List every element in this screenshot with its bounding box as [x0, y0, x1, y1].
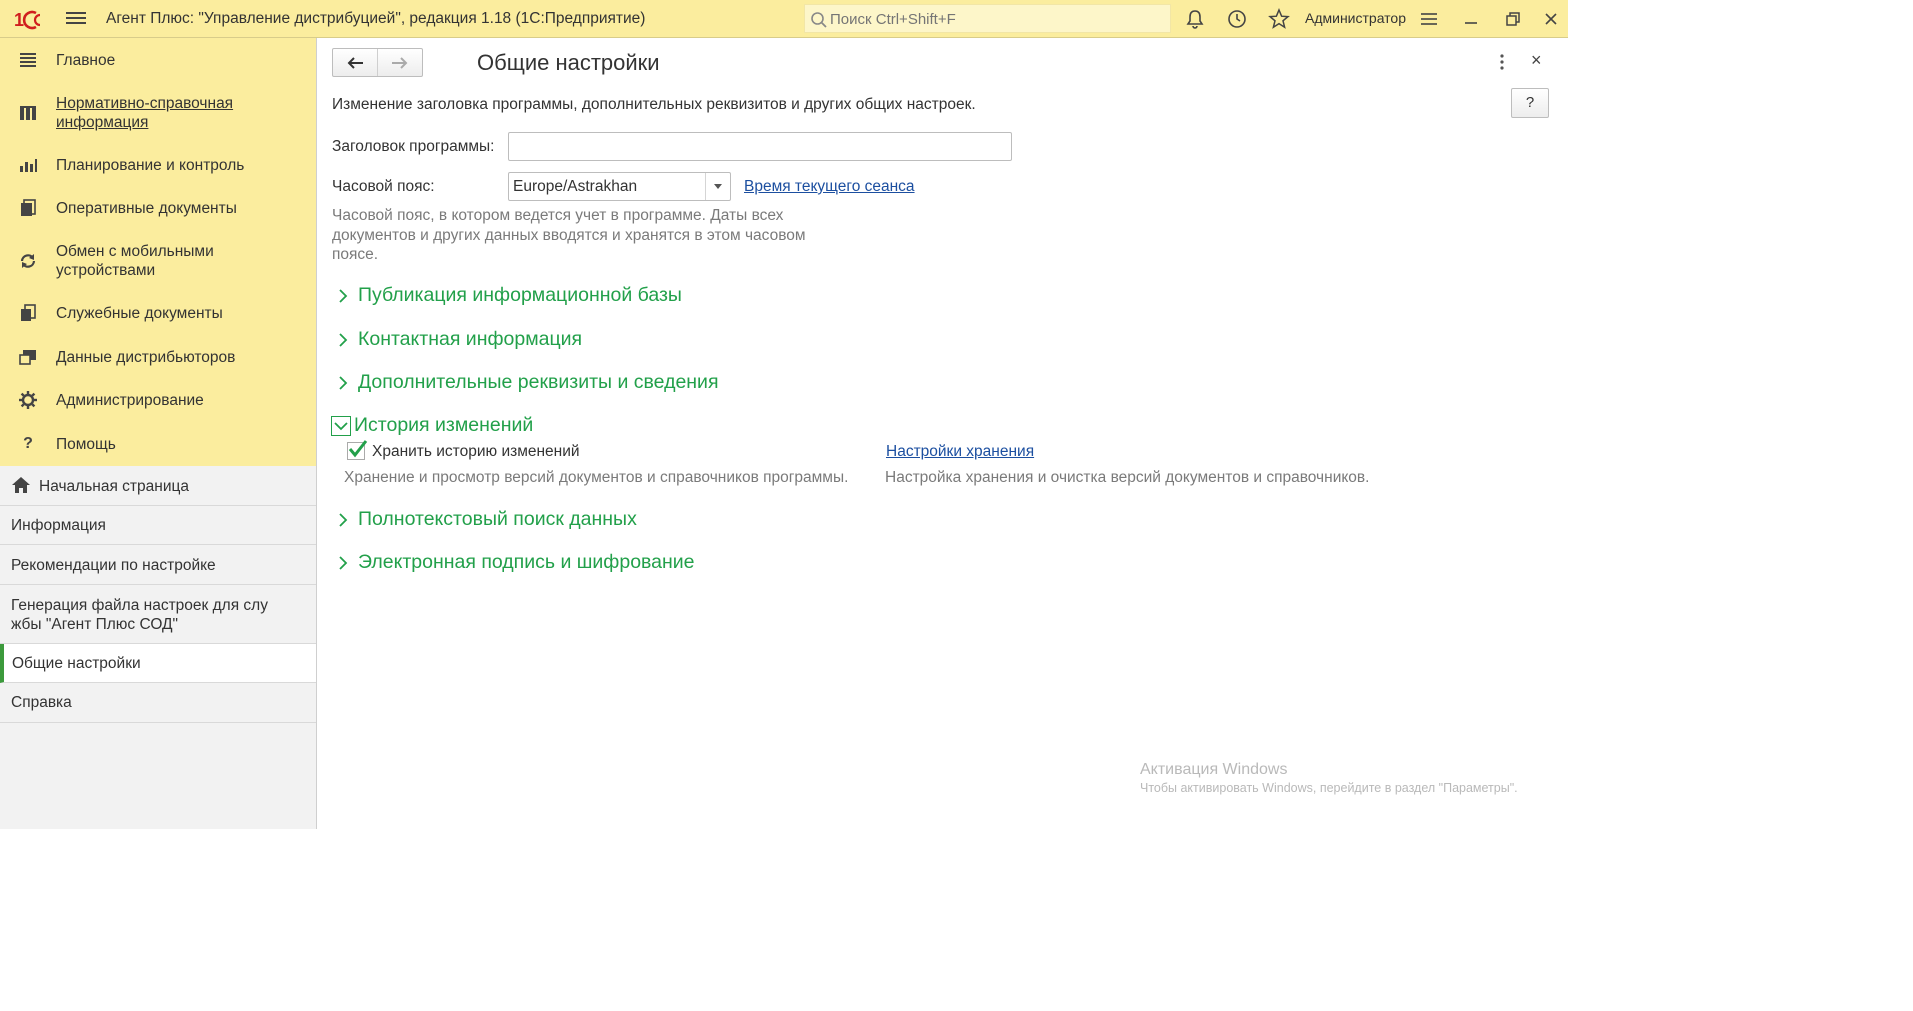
- group-title: Контактная информация: [358, 328, 583, 350]
- home-icon: [11, 476, 31, 494]
- group-additional-attributes[interactable]: [335, 371, 719, 394]
- group-title: Полнотекстовый поиск данных: [358, 508, 637, 530]
- back-button[interactable]: [333, 49, 378, 76]
- section-label: Нормативно-справочная информация: [56, 95, 234, 131]
- nav-label: Генерация файла настроек для слу жбы "Агент Плюс СОД": [11, 597, 268, 633]
- chevron-right-icon: [335, 555, 351, 571]
- chevron-right-icon: [335, 512, 351, 528]
- bell-icon[interactable]: [1184, 8, 1206, 30]
- arrow-right-icon: [391, 57, 409, 69]
- section-service-docs[interactable]: [0, 303, 316, 323]
- question-icon: ?: [23, 435, 33, 452]
- section-panel: [0, 38, 316, 466]
- section-label: Планирование и контроль: [56, 156, 245, 174]
- chart-icon: [18, 155, 38, 175]
- search-box[interactable]: [804, 4, 1171, 33]
- search-icon: [810, 11, 828, 29]
- group-fulltext-search[interactable]: [335, 508, 637, 531]
- group-title: Дополнительные реквизиты и сведения: [358, 371, 719, 393]
- group-title: Публикация информационной базы: [358, 284, 682, 306]
- storage-settings-link[interactable]: Настройки хранения: [886, 443, 1035, 460]
- chevron-right-icon: [335, 288, 351, 304]
- program-title-field[interactable]: [508, 132, 1012, 161]
- chevron-down-icon: [331, 416, 351, 436]
- keep-history-hint: Хранение и просмотр версий документов и справочников программы.: [344, 469, 849, 486]
- title-bar: [0, 0, 1568, 38]
- service-docs-icon: [18, 303, 38, 323]
- close-icon[interactable]: [1540, 8, 1562, 30]
- storage-settings-hint: Настройка хранения и очистка версий документов и справочников.: [885, 469, 1370, 486]
- section-label: Обмен с мобильными устройствами: [56, 243, 214, 279]
- section-operational-docs[interactable]: [0, 198, 316, 218]
- history-icon[interactable]: [1226, 8, 1248, 30]
- section-label: Помощь: [56, 435, 116, 453]
- nav-item-home[interactable]: [0, 466, 316, 506]
- checkmark-icon: [347, 438, 369, 460]
- keep-history-checkbox[interactable]: [347, 442, 365, 460]
- section-distributors[interactable]: [0, 347, 316, 367]
- group-title: История изменений: [354, 414, 534, 436]
- star-icon[interactable]: [1268, 8, 1290, 30]
- settings-list-icon[interactable]: [1418, 8, 1440, 30]
- form-area: [317, 38, 1568, 829]
- open-forms-list: [0, 466, 316, 723]
- timezone-value: Europe/Astrakhan: [513, 178, 638, 195]
- more-actions-icon[interactable]: [1497, 52, 1507, 72]
- section-label: Оперативные документы: [56, 199, 237, 217]
- section-mobile-exchange[interactable]: [0, 242, 316, 280]
- session-time-link[interactable]: Время текущего сеанса: [744, 178, 915, 195]
- arrow-left-icon: [346, 57, 364, 69]
- chevron-down-icon[interactable]: [705, 173, 730, 200]
- group-digital-signature[interactable]: [335, 551, 695, 574]
- page-title: Общие настройки: [477, 50, 660, 75]
- nav-label: Информация: [11, 517, 106, 534]
- app-logo[interactable]: [14, 9, 54, 36]
- user-name[interactable]: Администратор: [1305, 10, 1407, 26]
- chevron-right-icon: [335, 332, 351, 348]
- timezone-select[interactable]: [508, 172, 731, 201]
- group-change-history[interactable]: [335, 414, 533, 437]
- nav-label: Рекомендации по настройке: [11, 557, 216, 574]
- help-button[interactable]: ?: [1511, 88, 1549, 118]
- section-label: Администрирование: [56, 391, 204, 409]
- program-title-label: Заголовок программы:: [332, 138, 495, 155]
- search-input[interactable]: [830, 9, 1160, 29]
- keep-history-label[interactable]: Хранить историю изменений: [372, 443, 580, 460]
- group-contact-info[interactable]: [335, 328, 582, 351]
- svg-text:1: 1: [14, 10, 24, 30]
- section-label: Данные дистрибьюторов: [56, 348, 236, 366]
- section-label: Главное: [56, 51, 116, 69]
- activation-watermark-subtitle: Чтобы активировать Windows, перейдите в раздел "Параметры".: [1140, 781, 1518, 795]
- nav-item-help[interactable]: [0, 683, 316, 723]
- nav-label: Начальная страница: [39, 478, 189, 495]
- close-form-button[interactable]: ×: [1531, 50, 1542, 70]
- sync-icon: [18, 251, 38, 271]
- activation-watermark-title: Активация Windows: [1140, 761, 1288, 778]
- nav-label: Общие настройки: [12, 655, 141, 672]
- nav-label: Справка: [11, 694, 72, 711]
- section-label: Служебные документы: [56, 304, 223, 322]
- form-description: Изменение заголовка программы, дополнительных реквизитов и других общих настроек.: [332, 96, 976, 113]
- section-main[interactable]: [0, 50, 316, 70]
- menu-icon[interactable]: [66, 9, 86, 29]
- section-reference[interactable]: [0, 94, 316, 132]
- nav-item-information[interactable]: [0, 506, 316, 545]
- section-administration[interactable]: [0, 390, 316, 410]
- reference-icon: [18, 103, 38, 123]
- chevron-right-icon: [335, 375, 351, 391]
- section-planning[interactable]: [0, 155, 316, 175]
- documents-icon: [18, 198, 38, 218]
- section-help[interactable]: [0, 434, 316, 454]
- minimize-icon[interactable]: [1460, 8, 1482, 30]
- distributors-icon: [18, 347, 38, 367]
- history-nav-buttons: [332, 48, 423, 77]
- app-title: Агент Плюс: "Управление дистрибуцией", редакция 1.18 (1С:Предприятие): [106, 10, 646, 27]
- restore-icon[interactable]: [1502, 8, 1524, 30]
- nav-item-settings-generation[interactable]: [0, 585, 316, 644]
- timezone-label: Часовой пояс:: [332, 178, 435, 195]
- nav-item-recommendations[interactable]: [0, 545, 316, 585]
- group-publication[interactable]: [335, 284, 682, 307]
- timezone-hint: Часовой пояс, в котором ведется учет в программе. Даты всех документов и других данных вводятся и хранятся в этом часовом поясе.: [332, 207, 806, 263]
- sidebar: [0, 38, 317, 829]
- forward-button[interactable]: [378, 49, 423, 76]
- gear-icon: [18, 390, 38, 410]
- nav-item-general-settings[interactable]: [0, 644, 316, 683]
- list-icon: [18, 50, 38, 70]
- group-title: Электронная подпись и шифрование: [358, 551, 695, 573]
